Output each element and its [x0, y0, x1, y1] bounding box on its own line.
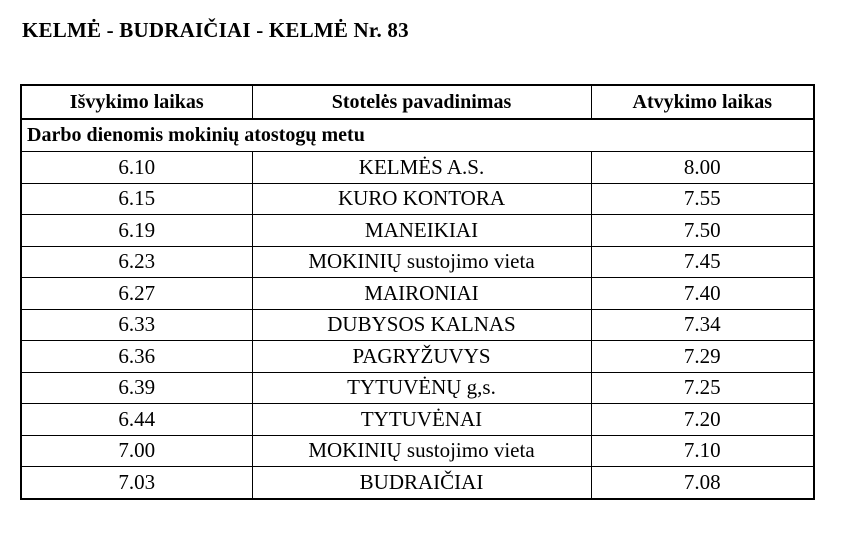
- arrival-cell: 7.25: [591, 372, 814, 404]
- page-title: KELMĖ - BUDRAIČIAI - KELMĖ Nr. 83: [22, 18, 409, 42]
- table-row: [21, 341, 814, 373]
- table-row: [21, 152, 814, 184]
- departure-cell: 6.10: [21, 152, 252, 184]
- column-header-departure: Išvykimo laikas: [21, 85, 252, 119]
- departure-cell: 6.23: [21, 246, 252, 278]
- stop-cell: DUBYSOS KALNAS: [252, 309, 591, 341]
- departure-cell: 6.39: [21, 372, 252, 404]
- stop-cell: KURO KONTORA: [252, 183, 591, 215]
- departure-cell: 6.33: [21, 309, 252, 341]
- departure-cell: 7.03: [21, 467, 252, 499]
- arrival-cell: 7.20: [591, 404, 814, 436]
- arrival-cell: 7.08: [591, 467, 814, 499]
- section-label: Darbo dienomis mokinių atostogų metu: [21, 119, 814, 152]
- schedule-table: [20, 84, 815, 500]
- table-row: [21, 183, 814, 215]
- departure-cell: 6.19: [21, 215, 252, 247]
- table-header-row: [21, 85, 814, 119]
- departure-cell: 6.27: [21, 278, 252, 310]
- stop-cell: MAIRONIAI: [252, 278, 591, 310]
- stop-cell: PAGRYŽUVYS: [252, 341, 591, 373]
- departure-cell: 6.15: [21, 183, 252, 215]
- stop-cell: TYTUVĖNŲ g,s.: [252, 372, 591, 404]
- table-row: [21, 215, 814, 247]
- arrival-cell: 8.00: [591, 152, 814, 184]
- arrival-cell: 7.40: [591, 278, 814, 310]
- table-row: [21, 372, 814, 404]
- arrival-cell: 7.34: [591, 309, 814, 341]
- arrival-cell: 7.10: [591, 435, 814, 467]
- arrival-cell: 7.45: [591, 246, 814, 278]
- section-row: [21, 119, 814, 152]
- departure-cell: 6.36: [21, 341, 252, 373]
- stop-cell: BUDRAIČIAI: [252, 467, 591, 499]
- stop-cell: KELMĖS A.S.: [252, 152, 591, 184]
- stop-cell: TYTUVĖNAI: [252, 404, 591, 436]
- stop-cell: MOKINIŲ sustojimo vieta: [252, 435, 591, 467]
- column-header-stop: Stotelės pavadinimas: [252, 85, 591, 119]
- arrival-cell: 7.29: [591, 341, 814, 373]
- table-row: [21, 309, 814, 341]
- table-row: [21, 467, 814, 499]
- departure-cell: 7.00: [21, 435, 252, 467]
- column-header-arrival: Atvykimo laikas: [591, 85, 814, 119]
- arrival-cell: 7.55: [591, 183, 814, 215]
- table-row: [21, 435, 814, 467]
- table-row: [21, 246, 814, 278]
- arrival-cell: 7.50: [591, 215, 814, 247]
- stop-cell: MANEIKIAI: [252, 215, 591, 247]
- stop-cell: MOKINIŲ sustojimo vieta: [252, 246, 591, 278]
- table-row: [21, 404, 814, 436]
- departure-cell: 6.44: [21, 404, 252, 436]
- table-row: [21, 278, 814, 310]
